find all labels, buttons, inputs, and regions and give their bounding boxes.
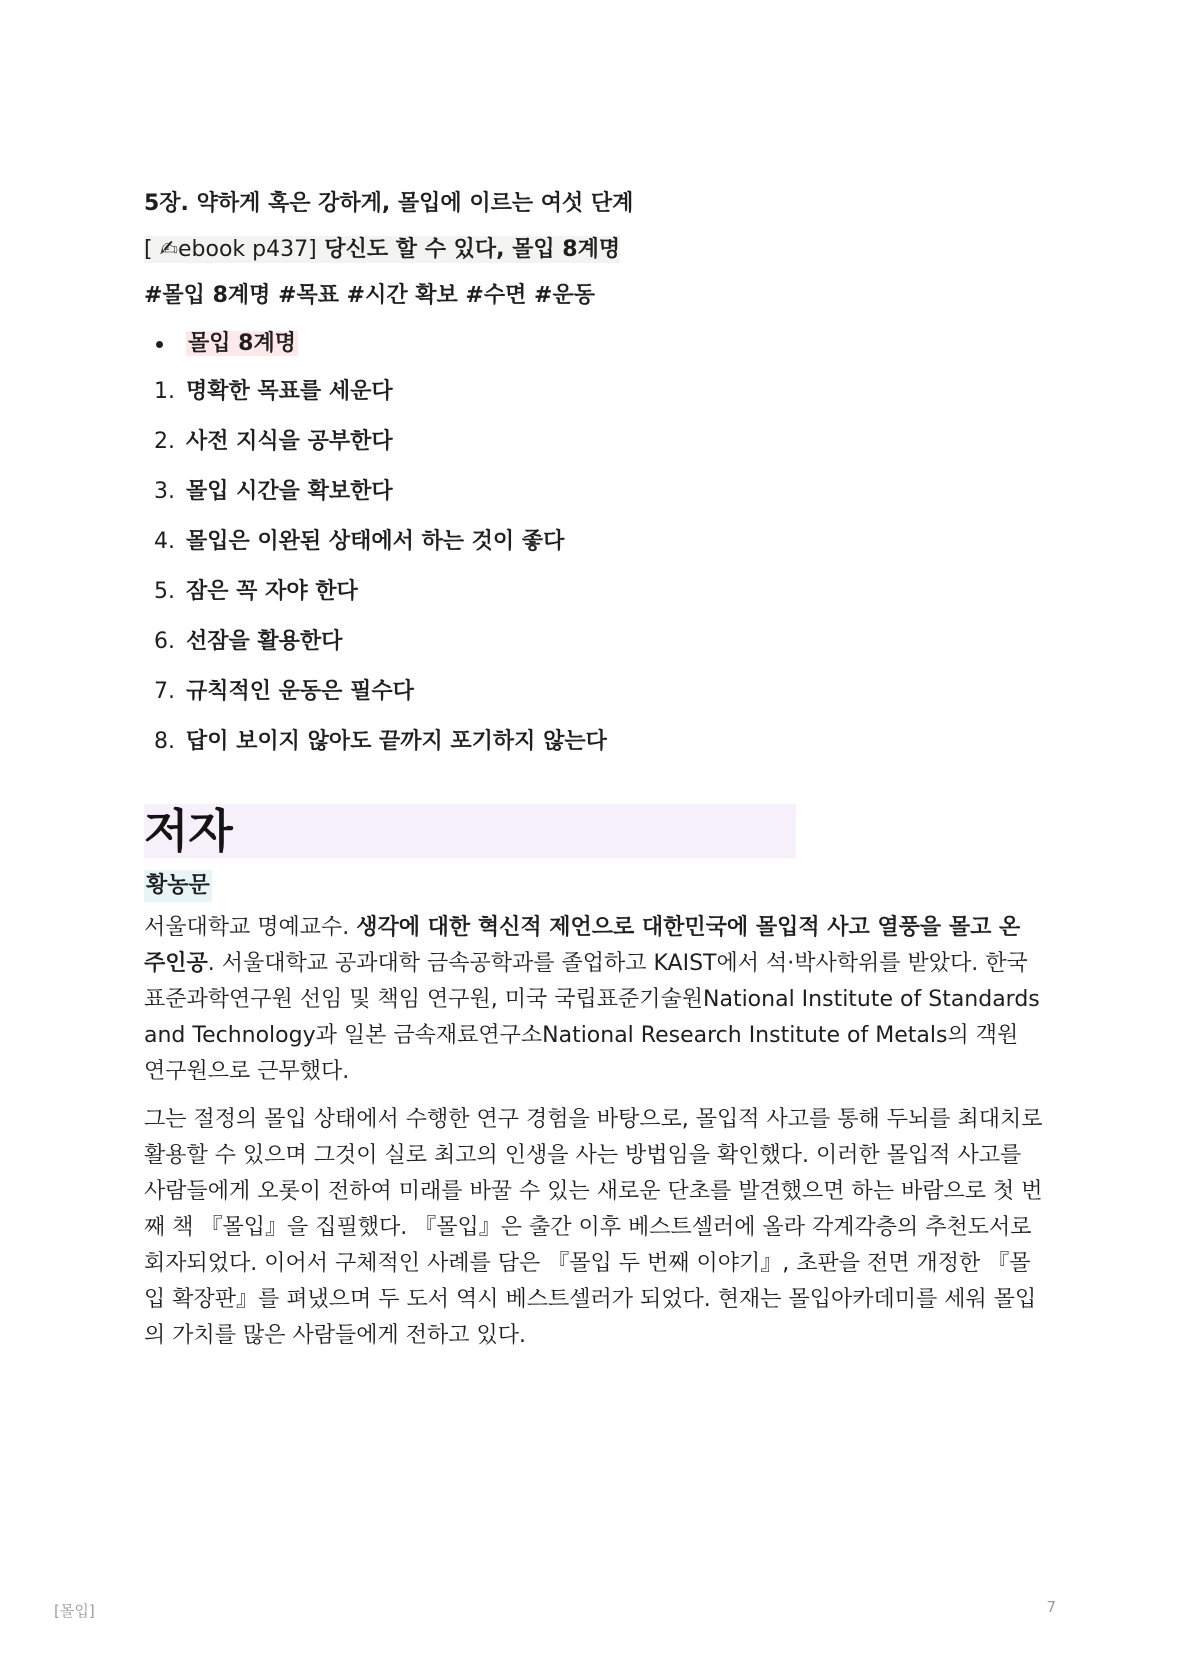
list-item — [144, 726, 1044, 758]
list-item — [144, 376, 1044, 408]
list-number: 6. — [154, 629, 175, 654]
commandment-list — [144, 376, 1044, 758]
list-number: 8. — [154, 729, 175, 754]
list-number: 2. — [154, 429, 175, 454]
hashtags: #몰입 8계명 #목표 #시간 확보 #수면 #운동 — [144, 283, 595, 308]
ebook-page-label: ebook p437] — [178, 237, 317, 262]
bullet-dot-icon — [156, 341, 163, 348]
list-text: 명확한 목표를 세운다 — [186, 379, 393, 404]
writing-hand-icon: ✍ — [159, 237, 179, 262]
ebook-section-title: 당신도 할 수 있다, 몰입 8계명 — [316, 237, 621, 262]
open-bracket: [ — [144, 237, 160, 262]
list-text: 사전 지식을 공부한다 — [186, 429, 393, 454]
bio-highlight: 생각에 대한 혁신적 제언으로 대한민국에 몰입적 사고 열풍을 몰고 온 주인공 — [144, 915, 1021, 976]
ebook-reference — [144, 234, 1044, 266]
bullet-list — [144, 328, 1044, 360]
list-item — [144, 576, 1044, 608]
list-text: 잠은 꼭 자야 한다 — [186, 579, 358, 604]
list-text: 몰입은 이완된 상태에서 하는 것이 좋다 — [186, 529, 565, 554]
bio-intro: 서울대학교 명예교수. — [144, 915, 357, 940]
list-item — [144, 676, 1044, 708]
list-text: 답이 보이지 않아도 끝까지 포기하지 않는다 — [186, 729, 607, 754]
ebook-reference-highlight — [144, 236, 620, 263]
list-item — [144, 476, 1044, 508]
list-text: 규칙적인 운동은 필수다 — [186, 679, 414, 704]
list-number: 7. — [154, 679, 175, 704]
bio-rest: . 서울대학교 공과대학 금속공학과를 졸업하고 KAIST에서 석·박사학위를 받았다. 한국표준과학연구원 선임 및 책임 연구원, 미국 국립표준기술원National Institute of Standards and Technology과 일본 금속재료연구소National Research Institute of Metals의 객원 연구원으로 근무했다. — [144, 951, 1040, 1084]
page-number: 7 — [1046, 1598, 1056, 1616]
author-name: 황농문 — [144, 870, 212, 902]
bullet-item — [144, 328, 1044, 360]
author-bio-paragraph-2: 그는 절정의 몰입 상태에서 수행한 연구 경험을 바탕으로, 몰입적 사고를 통해 두뇌를 최대치로 활용할 수 있으며 그것이 실로 최고의 인생을 사는 방법임을 확인했다. 이러한 몰입적 사고를 사람들에게 오롯이 전하여 미래를 바꿀 수 있는 새로운 단초를 발견했으면 하는 바람으로 첫 번째 책 『몰입』을 집필했다. 『몰입』은 출간 이후 베스트셀러에 올라 각계각층의 추천도서로 회자되었다. 이어서 구체적인 사례를 담은 『몰입 두 번째 이야기』, 초판을 전면 개정한 『몰입 확장판』를 펴냈으며 두 도서 역시 베스트셀러가 되었다. 현재는 몰입아카데미를 세워 몰입의 가치를 많은 사람들에게 전하고 있다. — [144, 1107, 1043, 1348]
list-item — [144, 526, 1044, 558]
author-bio-paragraph-1 — [144, 910, 1044, 1090]
bullet-label: 몰입 8계명 — [188, 331, 296, 356]
page-content — [144, 188, 1044, 1354]
list-number: 5. — [154, 579, 175, 604]
chapter-title: 5장. 약하게 혹은 강하게, 몰입에 이르는 여섯 단계 — [144, 191, 634, 216]
author-heading: 저자 — [144, 804, 796, 858]
list-number: 1. — [154, 379, 175, 404]
list-text: 몰입 시간을 확보한다 — [186, 479, 393, 504]
list-text: 선잠을 활용한다 — [186, 629, 343, 654]
footer-book-title: [몰입] — [54, 1602, 95, 1620]
list-number: 3. — [154, 479, 175, 504]
list-item — [144, 626, 1044, 658]
list-number: 4. — [154, 529, 175, 554]
list-item — [144, 426, 1044, 458]
